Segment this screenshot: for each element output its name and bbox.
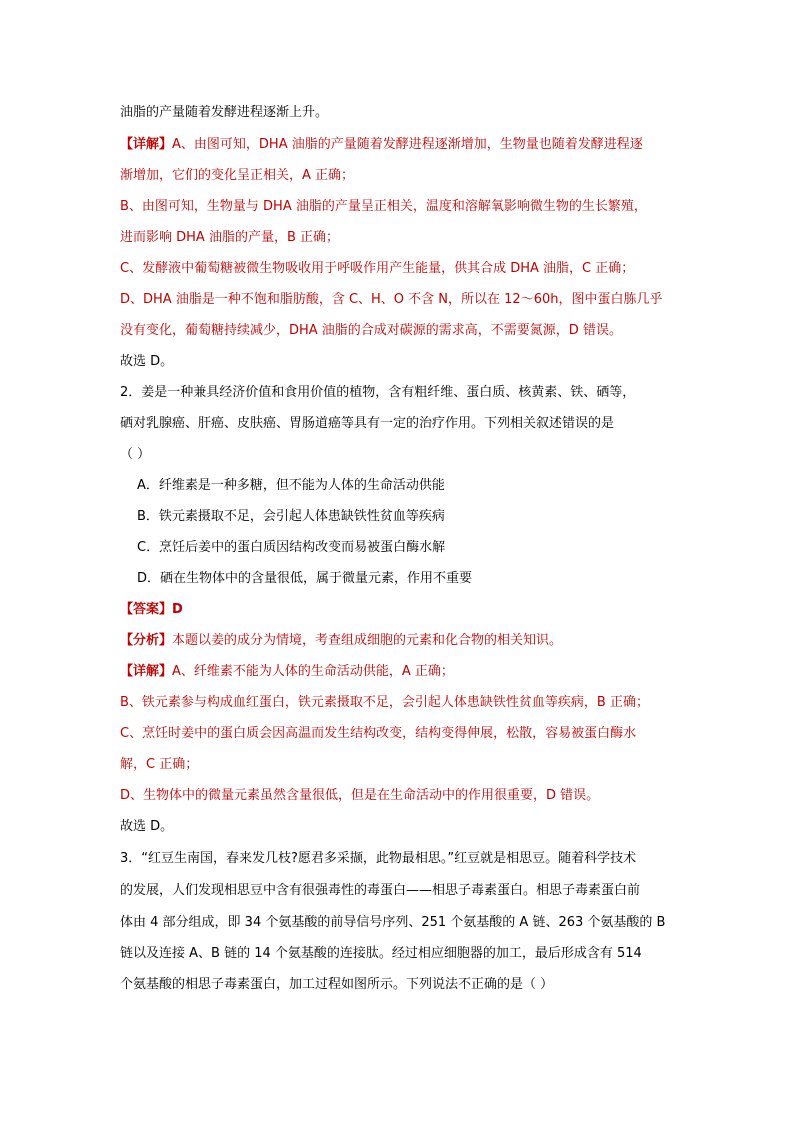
q2-option-d: D．硒在生物体中的含量很低，属于微量元素，作用不重要 <box>137 571 473 586</box>
q1-final-answer: 故选 D。 <box>120 354 174 369</box>
q2-analysis <box>120 632 562 650</box>
q2-detail-a <box>120 663 454 681</box>
detail-a-text: A、由图可知，DHA 油脂的产量随着发酵进程逐渐增加，生物量也随着发酵进程逐 <box>172 137 643 152</box>
q2-option-b: B．铁元素摄取不足，会引起人体患缺铁性贫血等疾病 <box>137 509 445 524</box>
q1-detail-b-line2: 进而影响 DHA 油脂的产量，B 正确； <box>120 230 339 245</box>
q1-detail-d-line1: D、DHA 油脂是一种不饱和脂肪酸，含 C、H、O 不含 N，所以在 12～60h，图中蛋白胨几乎 <box>120 292 663 307</box>
q1-detail-a-line1 <box>120 136 643 154</box>
q2-detail-d: D、生物体中的微量元素虽然含量很低，但是在生命活动中的作用很重要，D 错误。 <box>120 788 600 803</box>
q3-stem-line3: 体由 4 部分组成，即 34 个氨基酸的前导信号序列、251 个氨基酸的 A 链、263 个氨基酸的 B <box>120 915 666 930</box>
q1-detail-a-line2: 渐增加，它们的变化呈正相关，A 正确； <box>120 168 355 183</box>
q2-final-answer: 故选 D。 <box>120 819 174 834</box>
q1-detail-c-line1: C、发酵液中葡萄糖被微生物吸收用于呼吸作用产生能量，供其合成 DHA 油脂，C 正确； <box>120 261 635 276</box>
analysis-continuation: 油脂的产量随着发酵进程逐渐上升。 <box>120 105 329 120</box>
q3-stem-line2: 的发展，人们发现相思豆中含有很强毒性的毒蛋白——相思子毒素蛋白。相思子毒素蛋白前 <box>120 883 641 898</box>
detail-label: 【详解】 <box>120 137 173 152</box>
q2-stem-line2: 硒对乳腺癌、肝癌、皮肤癌、胃肠道癌等具有一定的治疗作用。下列相关叙述错误的是 <box>120 416 615 431</box>
q2-option-c: C．烹饪后姜中的蛋白质因结构改变而易被蛋白酶水解 <box>137 540 446 555</box>
q2-stem-line1: 2．姜是一种兼具经济价值和食用价值的植物，含有粗纤维、蛋白质、核黄素、铁、硒等， <box>120 385 636 400</box>
q2-detail-b: B、铁元素参与构成血红蛋白，铁元素摄取不足，会引起人体患缺铁性贫血等疾病，B 正确； <box>120 695 649 710</box>
q2-detail-c-line2: 解，C 正确； <box>120 757 199 772</box>
detail-a-text: A、纤维素不能为人体的生命活动供能，A 正确； <box>172 664 454 679</box>
q1-detail-d-line2: 没有变化，葡萄糖持续减少，DHA 油脂的合成对碳源的需求高，不需要氮源，D 错误。 <box>120 323 622 338</box>
detail-label: 【详解】 <box>120 664 173 679</box>
analysis-label: 【分析】 <box>120 633 173 648</box>
q2-detail-c-line1: C、烹饪时姜中的蛋白质会因高温而发生结构改变，结构变得伸展，松散，容易被蛋白酶水 <box>120 726 637 741</box>
q1-detail-b-line1: B、由图可知，生物量与 DHA 油脂的产量呈正相关，温度和溶解氧影响微生物的生长繁殖， <box>120 199 647 214</box>
q3-stem-line1: 3．“红豆生南国，春来发几枝?愿君多采撷，此物最相思。”红豆就是相思豆。随着科学技术 <box>120 851 637 866</box>
q3-stem-line5: 个氨基酸的相思子毒素蛋白，加工过程如图所示。下列说法不正确的是（ ） <box>120 977 554 992</box>
analysis-text: 本题以姜的成分为情境，考查组成细胞的元素和化合物的相关知识。 <box>172 633 563 648</box>
q2-stem-line3: （ ） <box>120 447 151 462</box>
q2-option-a: A．纤维素是一种多糖，但不能为人体的生命活动供能 <box>137 478 445 493</box>
q3-stem-line4: 链以及连接 A、B 链的 14 个氨基酸的连接肽。经过相应细胞器的加工，最后形成含有 514 <box>120 946 642 961</box>
q2-answer: 【答案】D <box>120 602 183 617</box>
